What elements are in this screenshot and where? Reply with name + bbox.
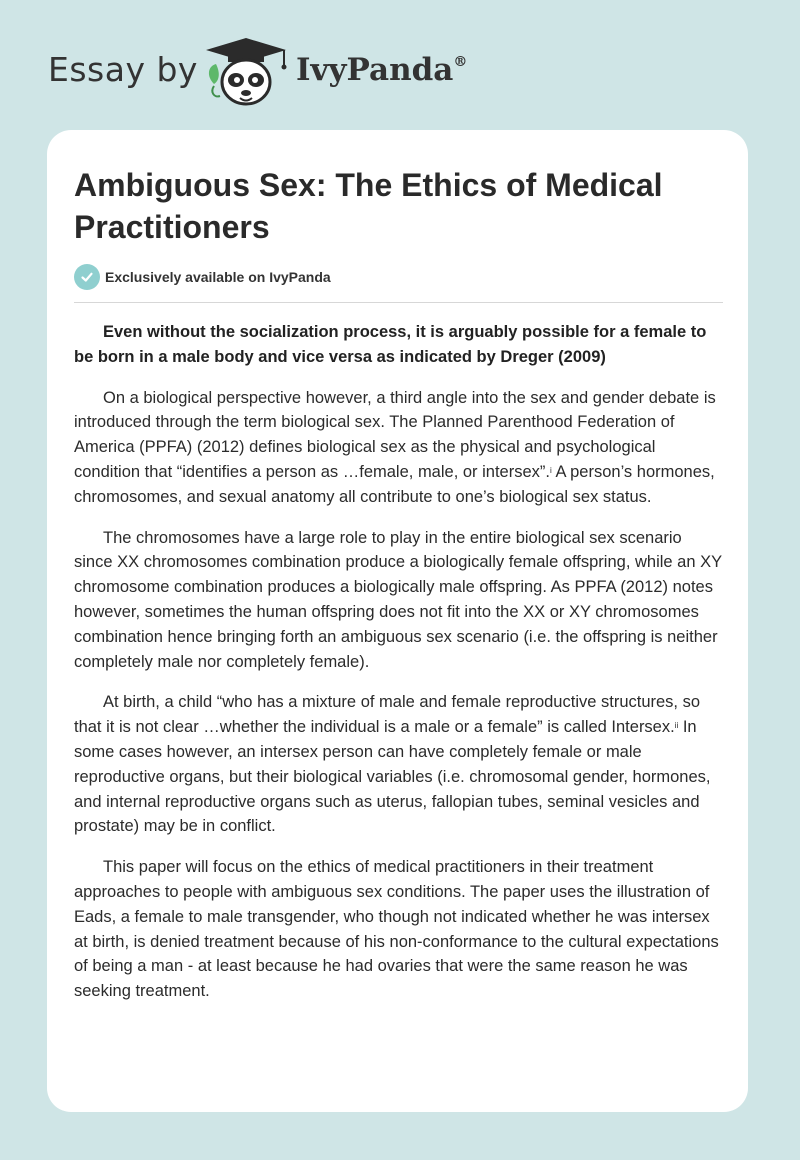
divider [74, 302, 723, 303]
exclusive-badge [74, 264, 331, 290]
paragraph-4: This paper will focus on the ethics of medical practitioners in their treatment approaches to people with ambiguous sex conditions. The paper uses the illustration of Eads, a female to male transgender, who though not indicated whether he was intersex at birth, is denied treatment because of his non-conformance to the cultural expectations of being a man - at least because he had ovaries that were the same reason he was seeking treatment. [74, 858, 719, 1001]
paragraph-1 [74, 386, 724, 510]
panda-logo-icon[interactable] [200, 36, 292, 110]
paragraph-3 [74, 690, 724, 839]
registered-mark: ® [453, 54, 468, 70]
essay-by-label: Essay by [48, 50, 198, 89]
exclusive-label: Exclusively available on IvyPanda [105, 269, 331, 285]
essay-card [47, 130, 748, 1112]
paragraph-1-text-b: A person’s hormones, chromosomes, and sexual anatomy all contribute to one’s biological sex status. [74, 462, 715, 506]
site-header [0, 0, 800, 130]
paragraph-2: The chromosomes have a large role to play in the entire biological sex scenario since XX chromosomes combination produce a biologically female offspring, while an XY chromosome combination produces a biologically male offspring. As PPFA (2012) notes however, sometimes the human offspring does not fit into the XX or XY chromosomes combination hence bringing forth an ambiguous sex scenario (i.e. the offspring is neither completely male nor completely female). [74, 528, 722, 671]
essay-body [74, 320, 724, 1020]
essay-title: Ambiguous Sex: The Ethics of Medical Practitioners [74, 167, 663, 245]
lead-paragraph: Even without the socialization process, it is arguably possible for a female to be born in a male body and vice versa as indicated by Dreger (2009) [74, 323, 707, 366]
paragraph-3-text-a: At birth, a child “who has a mixture of male and female reproductive structures, so that it is not clear …whether the individual is a male or a female” is called Intersex. [74, 693, 701, 737]
paragraph-1-text-a: On a biological perspective however, a third angle into the sex and gender debate is introduced through the term biological sex. The Planned Parenthood Federation of America (PPFA) (2012) defines biological sex as the physical and psychological condition that “identifies a person as …female, male, or intersex”. [74, 388, 716, 481]
paragraph-3-text-b: In some cases however, an intersex person can have completely female or male reproductive organs, but their biological variables (i.e. chromosomal gender, hormones, and internal reproductive organs such as uterus, fallopian tubes, seminal vesicles and prostate) may be in conflict. [74, 718, 711, 836]
check-circle-icon [74, 264, 100, 290]
brand-text: IvyPanda [296, 52, 454, 88]
footnote-ref-ii[interactable]: ii [674, 721, 679, 731]
footnote-ref-i[interactable]: i [549, 465, 552, 475]
brand-name[interactable] [296, 52, 467, 88]
